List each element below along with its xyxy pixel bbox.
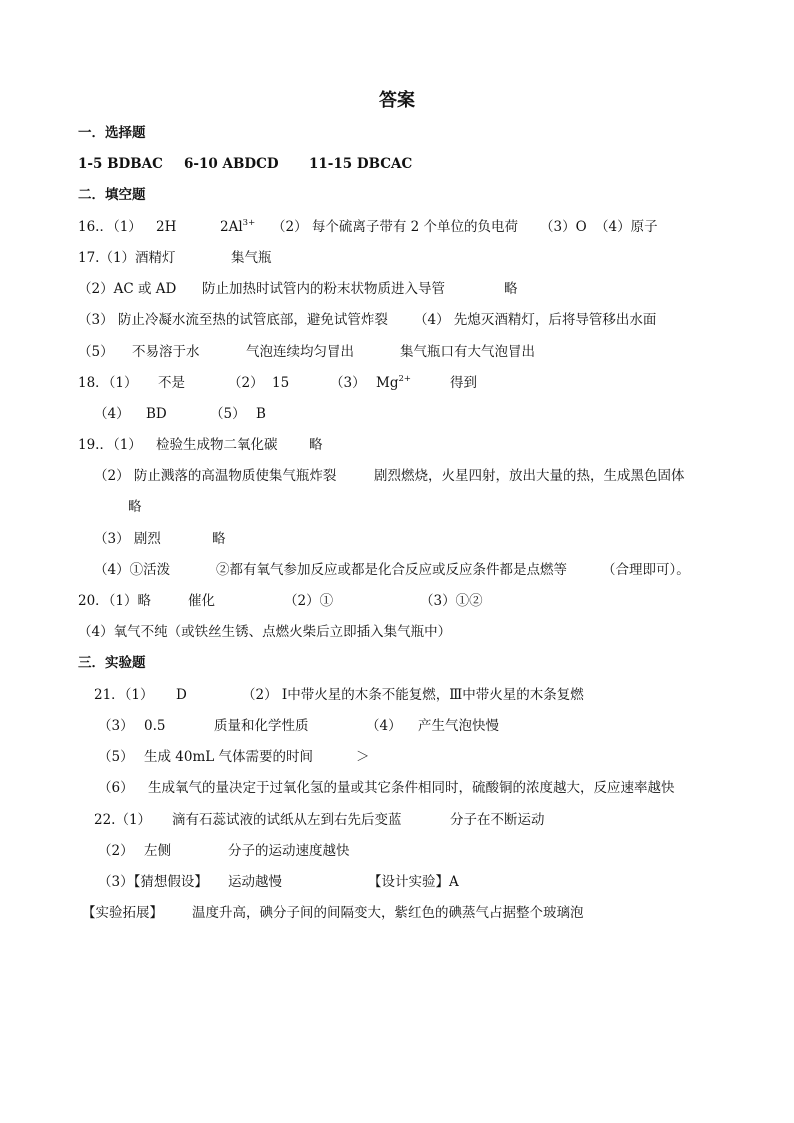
q16-line bbox=[78, 218, 718, 236]
q18-part-5: （5） bbox=[210, 406, 246, 422]
q17-part-2: （2）AC 或 AD bbox=[78, 281, 177, 297]
q22-answer-2b: 分子的运动速度越快 bbox=[228, 843, 350, 859]
q18-answer-5: B bbox=[256, 406, 266, 422]
q16-answer-4: （3）O bbox=[540, 219, 587, 235]
page-title: 答案 bbox=[379, 90, 415, 111]
q20-answer-1b: 催化 bbox=[188, 593, 215, 609]
q19-part-4: （4）①活泼 bbox=[94, 562, 171, 578]
q21-line-1 bbox=[94, 686, 714, 704]
q22-answer-2: 左侧 bbox=[144, 843, 171, 859]
mc-group-1: 1-5 BDBAC bbox=[78, 156, 163, 172]
q17-part-3: （3） 防止冷凝水流至热的试管底部，避免试管炸裂 bbox=[78, 312, 388, 328]
q20-line-2: （4）氧气不纯（或铁丝生锈、点燃火柴后立即插入集气瓶中） bbox=[78, 624, 452, 640]
q22-part-3: （3）【猜想假设】 bbox=[98, 874, 208, 890]
q20-part-1: 20．（1）略 bbox=[78, 593, 152, 609]
q18-answer-4: BD bbox=[146, 406, 167, 422]
q22-line-4 bbox=[82, 904, 702, 922]
q19-part-3: （3） 剧烈 bbox=[94, 531, 161, 547]
q21-part-6: （6） bbox=[98, 780, 134, 796]
q19-answer-2b: 剧烈燃烧，火星四射，放出大量的热，生成黑色固体 bbox=[374, 468, 685, 484]
q18-answer-3: $Mg^{2+}$ bbox=[376, 374, 411, 391]
q19-answer-4c: （合理即可）。 bbox=[602, 562, 690, 578]
q21-answer-4: 产生气泡快慢 bbox=[418, 718, 499, 734]
mc-group-3: 11-15 DBCAC bbox=[309, 156, 413, 172]
q19-answer-1: 检验生成物二氧化碳 bbox=[156, 437, 278, 453]
q20-line-1 bbox=[78, 592, 718, 610]
q19-answer-3b: 略 bbox=[212, 531, 226, 547]
section-heading-experiment: 三．实验题 bbox=[78, 655, 146, 671]
q18-line-2 bbox=[94, 405, 494, 423]
q22-answer-4: 温度升高，碘分子间的间隔变大，紫红色的碘蒸气占据整个玻璃泡 bbox=[192, 905, 584, 921]
q21-part-4: （4） bbox=[366, 718, 402, 734]
q19-part-2: （2） 防止溅落的高温物质使集气瓶炸裂 bbox=[94, 468, 337, 484]
q22-line-3 bbox=[98, 873, 718, 891]
q21-answer-5: 生成 40mL 气体需要的时间 bbox=[144, 749, 314, 765]
q21-answer-6: 生成氧气的量决定于过氧化氢的量或其它条件相同时，硫酸铜的浓度越大，反应速率越快 bbox=[148, 780, 675, 796]
q19-answer-1b: 略 bbox=[309, 437, 323, 453]
q20-part-2: （2）① bbox=[284, 593, 334, 609]
q18-part-1: 18．（1） bbox=[78, 375, 138, 391]
q17-part-5c: 气泡连续均匀冒出 bbox=[246, 344, 354, 360]
q19-line-4 bbox=[94, 530, 694, 548]
q16-answer-1: 2H bbox=[156, 219, 177, 235]
q19-answer-4b: ②都有氧气参加反应或都是化合反应或反应条件都是点燃等 bbox=[216, 562, 567, 578]
q22-line-2 bbox=[98, 842, 718, 860]
q17-line-4 bbox=[78, 343, 718, 361]
q16-number: 16.．（1） bbox=[78, 219, 142, 235]
q21-line-2 bbox=[98, 717, 718, 735]
q18-answer-2: 15 bbox=[272, 375, 290, 391]
q18-answer-1: 不是 bbox=[158, 375, 185, 391]
section-heading-fill: 二．填空题 bbox=[78, 187, 146, 203]
q21-answer-3: 0.5 bbox=[144, 718, 166, 734]
q19-part-1: 19.．（1） bbox=[78, 437, 142, 453]
q22-part-1: 22.（1） bbox=[94, 812, 152, 828]
q21-part-3: （3） bbox=[98, 718, 134, 734]
q21-answer-5b: ＞ bbox=[356, 749, 370, 765]
q17-line-2 bbox=[78, 280, 718, 298]
q22-answer-3: 运动越慢 bbox=[228, 874, 282, 890]
q21-answer-1: D bbox=[176, 687, 187, 703]
q19-line-3: 略 bbox=[128, 499, 142, 515]
q22-answer-1b: 分子在不断运动 bbox=[450, 812, 545, 828]
q17-part-5d: 集气瓶口有大气泡冒出 bbox=[400, 344, 535, 360]
q17-part-5b: 不易溶于水 bbox=[132, 344, 200, 360]
q17-part-1b: 集气瓶 bbox=[231, 250, 272, 266]
q17-part-2c: 略 bbox=[504, 281, 518, 297]
q21-line-3 bbox=[98, 748, 718, 766]
q22-line-1 bbox=[94, 811, 714, 829]
q18-part-2: （2） bbox=[228, 375, 264, 391]
q21-part-2: （2） Ⅰ中带火星的木条不能复燃，Ⅲ中带火星的木条复燃 bbox=[242, 687, 584, 703]
section-heading-choice: 一．选择题 bbox=[78, 125, 146, 141]
q22-part-4: 【实验拓展】 bbox=[82, 905, 163, 921]
q17-line-3 bbox=[78, 311, 718, 329]
q21-line-4 bbox=[98, 779, 708, 797]
q19-line-5 bbox=[94, 561, 714, 579]
q17-part-4: （4） 先熄灭酒精灯，后将导管移出水面 bbox=[414, 312, 657, 328]
q16-answer-5: （4）原子 bbox=[595, 219, 658, 235]
q21-answer-3b: 质量和化学性质 bbox=[214, 718, 309, 734]
q21-part-1: 21．（1） bbox=[94, 687, 154, 703]
q18-part-3: （3） bbox=[330, 375, 366, 391]
q19-line-1 bbox=[78, 436, 718, 454]
q20-part-3: （3）①② bbox=[420, 593, 483, 609]
q19-line-2 bbox=[94, 467, 714, 485]
q22-part-2: （2） bbox=[98, 843, 134, 859]
q18-line-1 bbox=[78, 374, 718, 392]
q17-part-2b: 防止加热时试管内的粉末状物质进入导管 bbox=[202, 281, 445, 297]
mc-answers bbox=[78, 155, 698, 173]
mc-group-2: 6-10 ABDCD bbox=[184, 156, 279, 172]
q17-part-1: 17.（1）酒精灯 bbox=[78, 250, 176, 266]
q22-answer-1: 滴有石蕊试液的试纸从左到右先后变蓝 bbox=[172, 812, 402, 828]
q17-part-5: （5） bbox=[78, 344, 114, 360]
q22-answer-3b: 【设计实验】A bbox=[368, 874, 459, 890]
q16-answer-3: （2） 每个硫离子带有 2 个单位的负电荷 bbox=[272, 219, 519, 235]
q17-line-1 bbox=[78, 249, 718, 267]
q18-part-4: （4） bbox=[94, 406, 130, 422]
q21-part-5: （5） bbox=[98, 749, 134, 765]
q16-answer-2: $2Al^{3+}$ bbox=[220, 218, 256, 235]
q18-answer-3b: 得到 bbox=[450, 375, 477, 391]
